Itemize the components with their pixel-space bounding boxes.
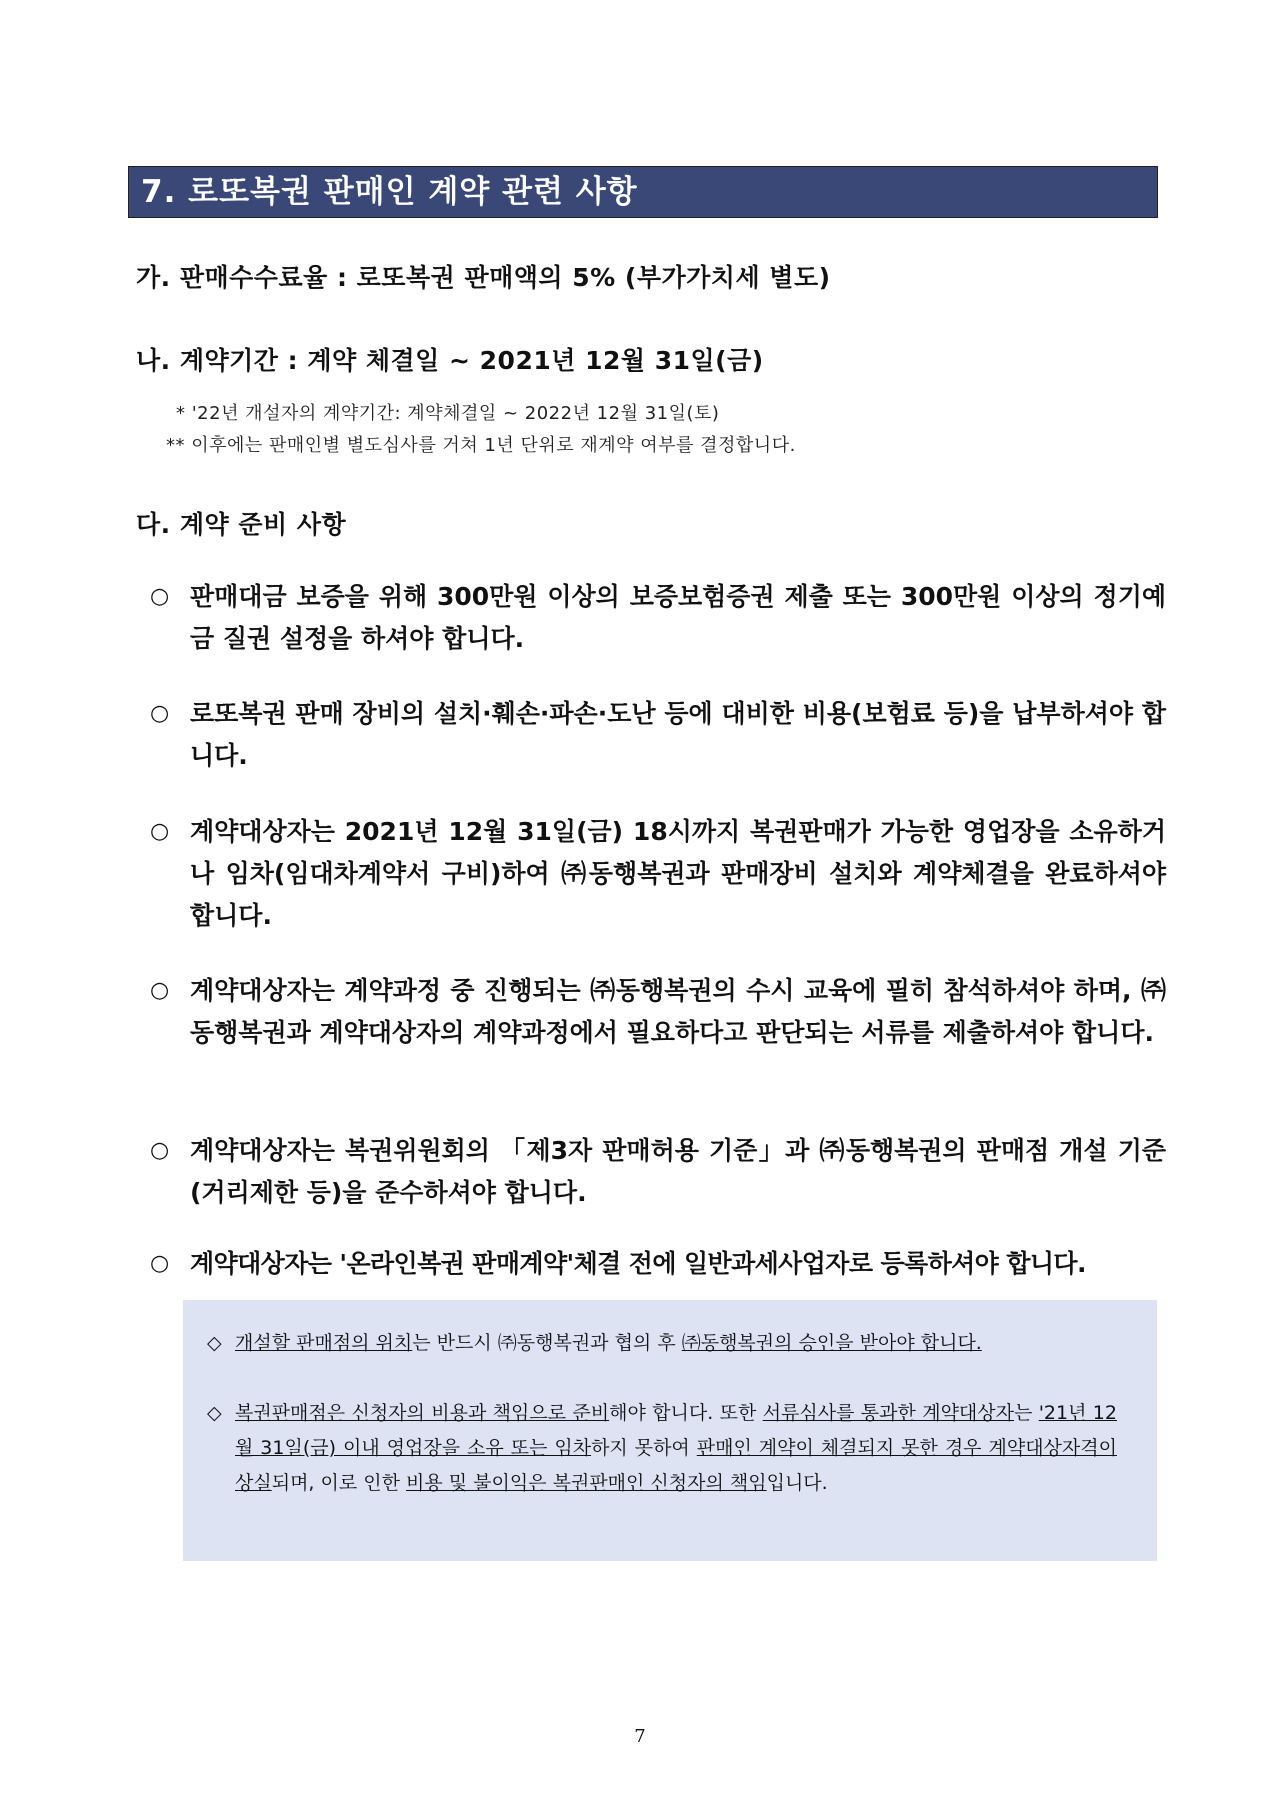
notice-item: ◇ 개설할 판매점의 위치는 반드시 ㈜동행복권과 협의 후 ㈜동행복권의 승인을 받아야 합니다. — [207, 1326, 1117, 1361]
contract-period-note-1: * '22년 개설자의 계약기간: 계약체결일 ~ 2022년 12월 31일(토) — [176, 403, 720, 424]
circle-bullet-icon: ○ — [150, 978, 170, 1003]
circle-bullet-icon: ○ — [150, 1138, 170, 1163]
commission-rate: 가. 판매수수료율 : 로또복권 판매액의 5% (부가가치세 별도) — [136, 263, 831, 292]
bullet-item: ○ 로또복권 판매 장비의 설치·훼손·파손·도난 등에 대비한 비용(보험료 등)을 납부하셔야 합니다. — [150, 693, 1166, 777]
notice-box — [183, 1300, 1157, 1561]
bullet-item: ○ 계약대상자는 2021년 12월 31일(금) 18시까지 복권판매가 가능한 영업장을 소유하거나 임차(임대차계약서 구비)하여 ㈜동행복권과 판매장비 설치와 계약체결을 완료하셔야 합니다. — [150, 811, 1166, 937]
bullet-item: ○ 판매대금 보증을 위해 300만원 이상의 보증보험증권 제출 또는 300만원 이상의 정기예금 질권 설정을 하셔야 합니다. — [150, 576, 1166, 660]
contract-period-note-2: ** 이후에는 판매인별 별도심사를 거쳐 1년 단위로 재계약 여부를 결정합니다. — [166, 435, 796, 456]
bullet-item: ○ 계약대상자는 계약과정 중 진행되는 ㈜동행복권의 수시 교육에 필히 참석하셔야 하며, ㈜동행복권과 계약대상자의 계약과정에서 필요하다고 판단되는 서류를 제출하셔야 합니다. — [150, 970, 1166, 1054]
diamond-bullet-icon: ◇ — [207, 1402, 222, 1424]
page-number: 7 — [634, 1726, 646, 1747]
notice-item: ◇ 복권판매점은 신청자의 비용과 책임으로 준비해야 합니다. 또한 서류심사를 통과한 계약대상자는 '21년 12월 31일(금) 이내 영업장을 소유 또는 임차하지 못하여 판매인 계약이 체결되지 못한 경우 계약대상자격이 상실되며, 이로 인한 비용 및 불이익은 복권판매인 신청자의 책임입니다. — [207, 1396, 1117, 1501]
bullet-item: ○ 계약대상자는 '온라인복권 판매계약'체결 전에 일반과세사업자로 등록하셔야 합니다. — [150, 1243, 1166, 1285]
circle-bullet-icon: ○ — [150, 1251, 169, 1276]
circle-bullet-icon: ○ — [150, 819, 170, 844]
contract-period: 나. 계약기간 : 계약 체결일 ~ 2021년 12월 31일(금) — [136, 346, 764, 375]
bullet-item: ○ 계약대상자는 복권위원회의 「제3자 판매허용 기준」과 ㈜동행복권의 판매점 개설 기준(거리제한 등)을 준수하셔야 합니다. — [150, 1130, 1166, 1214]
section-title: 7. 로또복권 판매인 계약 관련 사항 — [128, 166, 1158, 218]
circle-bullet-icon: ○ — [150, 584, 170, 609]
circle-bullet-icon: ○ — [150, 701, 170, 726]
diamond-bullet-icon: ◇ — [207, 1332, 222, 1354]
contract-preparation-heading: 다. 계약 준비 사항 — [136, 510, 347, 539]
